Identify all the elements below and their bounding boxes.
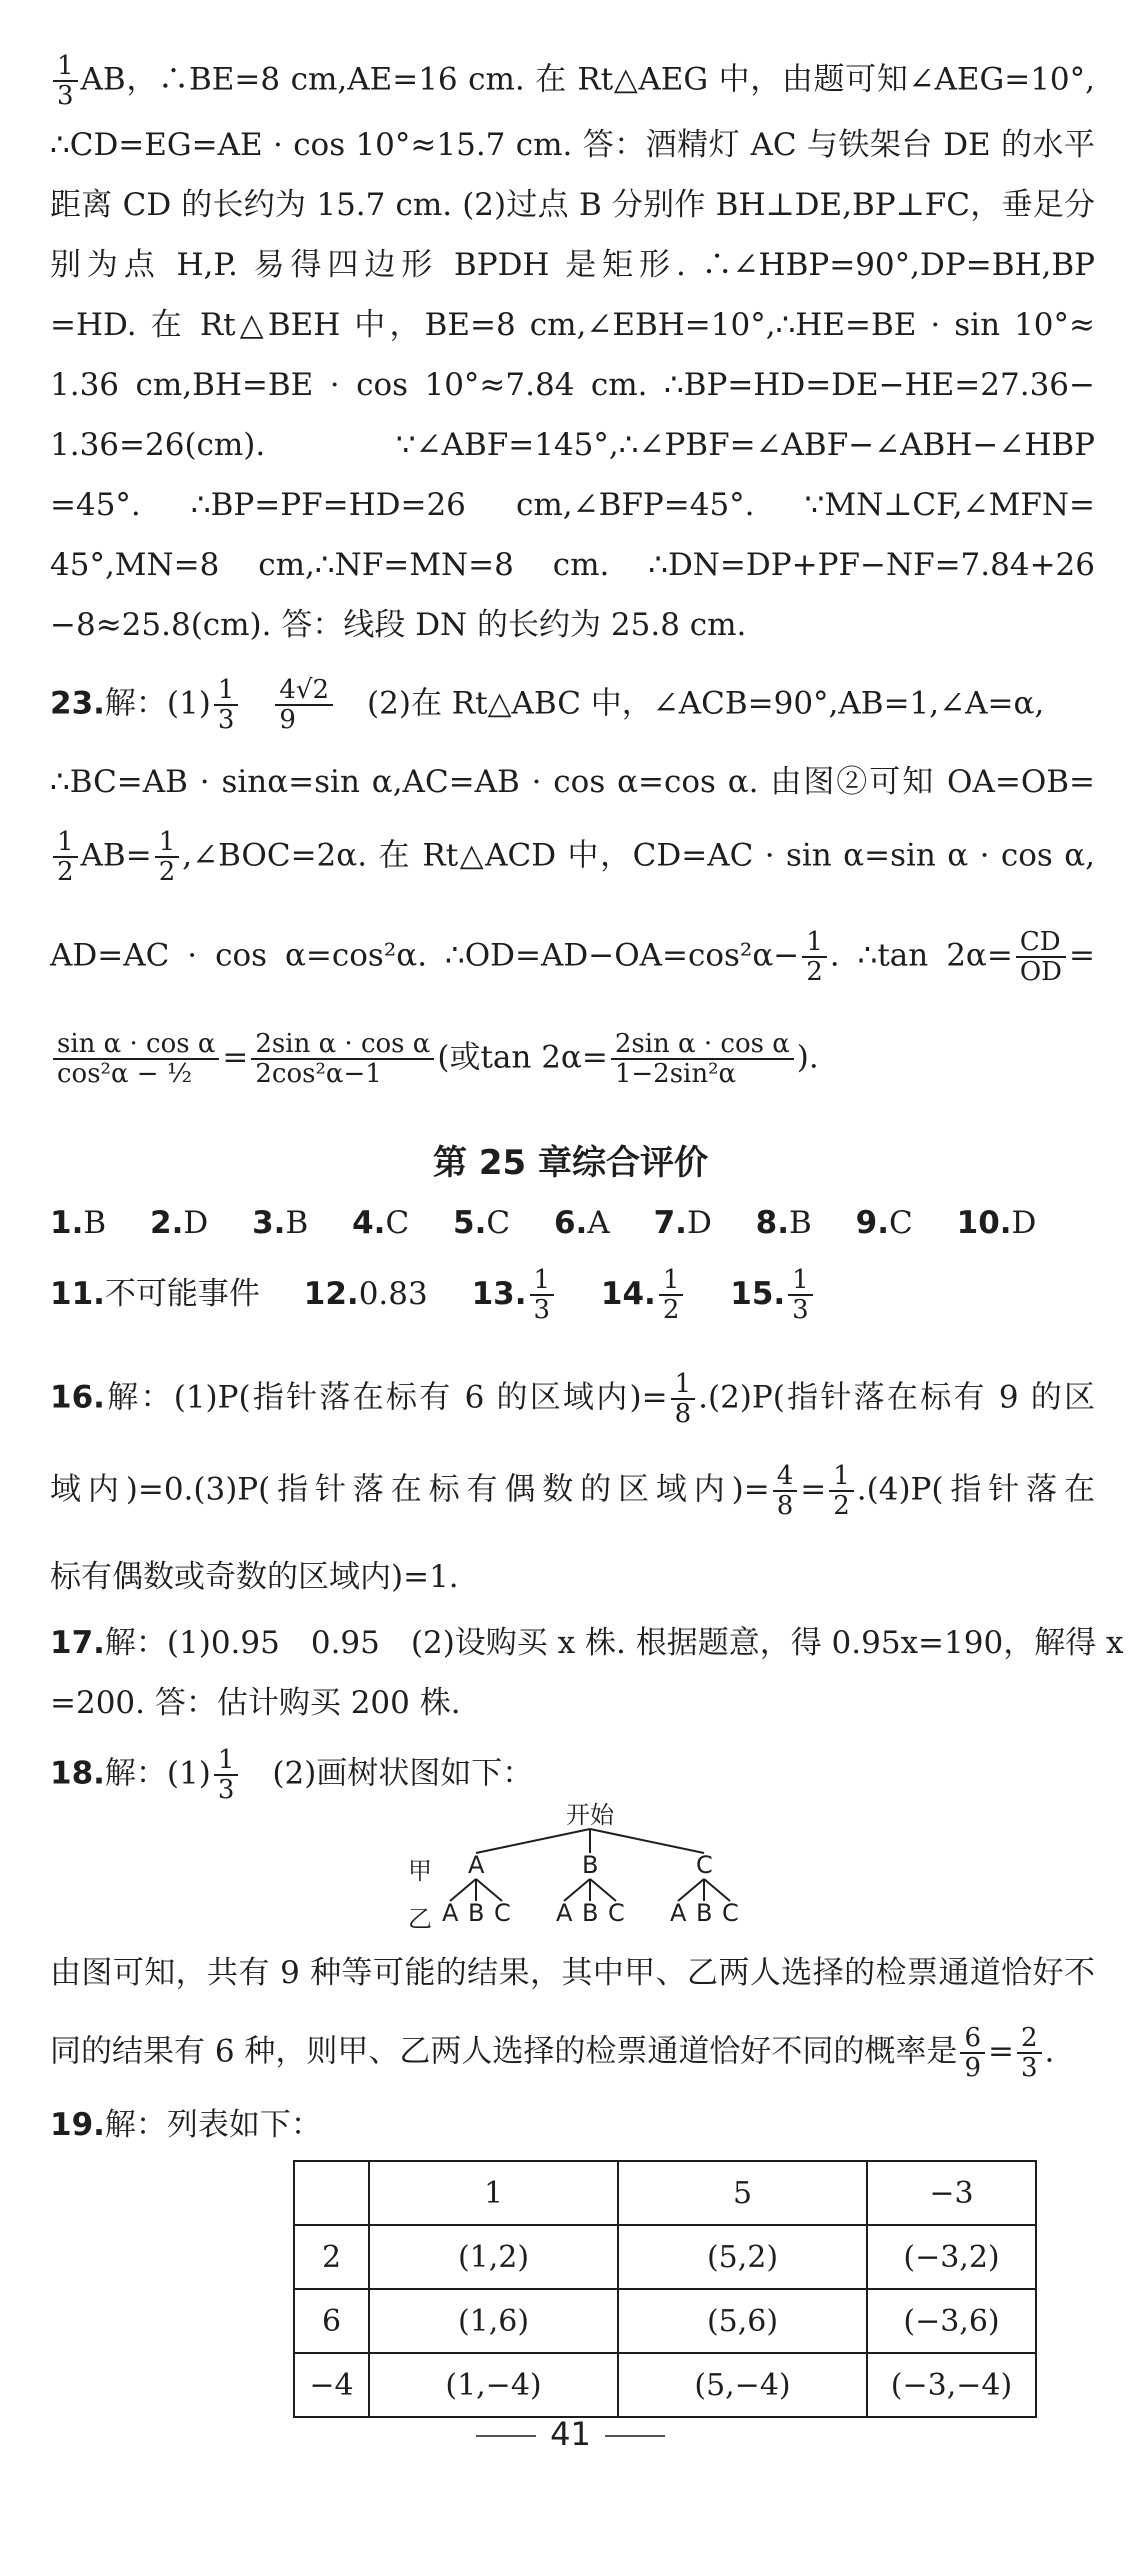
fraction: $\frac{1}{2}$ [802,928,827,986]
p22-line-10: −8≈25.8(cm). 答：线段 DN 的长约为 25.8 cm. [50,607,747,643]
mc-answer: 8.B [755,1205,812,1241]
fraction: $\frac{\text{2sin α · cos α}}{\text{1−2sin²α}}$ [611,1030,794,1088]
fraction: $\frac{1}{2}$ [659,1266,684,1324]
p18-line-1: 18.解：(1) $\frac{1}{3}$ (2)画树状图如下： [50,1745,534,1805]
table-cell: (−3,2) [867,2225,1036,2289]
table-row [294,2161,1036,2225]
p17-line-2: =200. 答：估计购买 200 株. [50,1685,461,1721]
mc-answer: 3.B [252,1205,309,1241]
table-row-header: −4 [294,2353,369,2417]
tree-leaf: A [670,1899,687,1927]
table-row [294,2289,1036,2353]
tree-leaf: C [494,1899,511,1927]
mc-answer: 10.D [956,1205,1037,1241]
table-cell: (1,2) [369,2225,618,2289]
mc-answers [50,1196,1070,1250]
mc-answer: 5.C [453,1205,511,1241]
tree-leaf: C [608,1899,625,1927]
p22-line-9: 45°,MN=8 cm,∴NF=MN=8 cm. ∴DN=DP+PF−NF=7.84+26 [50,547,1095,583]
tree-row-label: 甲 [408,1857,432,1885]
tree-leaf: A [556,1899,573,1927]
table-cell: (5,2) [618,2225,867,2289]
p18-line-2: 由图可知，共有 9 种等可能的结果，其中甲、乙两人选择的检票通道恰好不 [50,1955,1095,1991]
mc-answer: 4.C [352,1205,410,1241]
table-row [294,2225,1036,2289]
fraction: $\frac{CD}{OD}$ [1016,928,1066,986]
p23-line-2: ∴BC=AB · sinα=sin α,AC=AB · cos α=cos α. 由图②可知 OA=OB= [50,764,1095,800]
tree-root: 开始 [566,1801,614,1829]
tree-node: A [468,1851,485,1879]
fraction: $\frac{\text{sin α · cos α}}{\text{cos²α − ½}}$ [53,1030,219,1088]
tree-node: C [696,1851,713,1879]
mc-answer: 2.D [150,1205,209,1241]
table-header-cell: 1 [369,2161,618,2225]
outcome-table [293,2160,1037,2418]
fraction: $\frac{1}{3}$ [53,52,78,110]
table-row [294,2353,1036,2417]
question-number: 16. [50,1379,105,1416]
fraction: $\frac{1}{3}$ [788,1266,813,1324]
p22-line-2: ∴CD=EG=AE · cos 10°≈15.7 cm. 答：酒精灯 AC 与铁架台 DE 的水平 [50,127,1095,163]
p22-line-5: =HD. 在 Rt△BEH 中，BE=8 cm,∠EBH=10°,∴HE=BE · sin 10°≈ [50,307,1095,343]
fraction: $\frac{1}{2}$ [829,1462,854,1520]
p22-line-4: 别为点 H,P. 易得四边形 BPDH 是矩形. ∴∠HBP=90°,DP=BH,BP [50,247,1095,283]
tree-leaf: C [722,1899,739,1927]
mc-answer: 9.C [855,1205,913,1241]
tree-leaf: B [582,1899,599,1927]
tree-leaf: B [696,1899,713,1927]
table-cell: (5,6) [618,2289,867,2353]
p23-line-5: $\frac{\text{sin α · cos α}}{\text{cos²α − ½}}$ = $\frac{\text{2sin α · cos α}}{\text{2cos²α−1}}$ (或tan 2α= $\frac{\text{2sin α · cos α}}{\text{1−2sin²α}}$ ). [50,1030,1095,1088]
fraction: $\frac{2}{3}$ [1017,2024,1042,2082]
mc-answer: 1.B [50,1205,107,1241]
question-number: 19. [50,2107,105,2143]
fraction: $\frac{\text{2sin α · cos α}}{\text{2cos²α−1}}$ [251,1030,434,1088]
p18-line-3: 同的结果有 6 种，则甲、乙两人选择的检票通道恰好不同的概率是 $\frac{6}{9}$ = $\frac{2}{3}$ . [50,2023,1055,2083]
fraction: $\frac{1}{3}$ [214,1746,239,1804]
mc-answer: 7.D [653,1205,712,1241]
p23-line-3: $\frac{1}{2}$ AB= $\frac{1}{2}$ ,∠BOC=2α. 在 Rt△ACD 中，CD=AC · sin α=sin α · cos α, [50,828,1095,886]
table-header-cell: 5 [618,2161,867,2225]
p22-line-3: 距离 CD 的长约为 15.7 cm. (2)过点 B 分别作 BH⊥DE,BP⊥FC，垂足分 [50,187,1095,223]
fraction: $\frac{4√2}{9}$ [275,676,333,734]
p22-line-8: =45°. ∴BP=PF=HD=26 cm,∠BFP=45°. ∵MN⊥CF,∠MFN= [50,487,1095,523]
p16-line-1: 16.解：(1)P(指针落在标有 6 的区域内)= $\frac{1}{8}$ .(2)P(指针落在标有 9 的区 [50,1369,1095,1429]
p16-line-2: 域内)=0.(3)P(指针落在标有偶数的区域内)= $\frac{4}{8}$ = $\frac{1}{2}$ .(4)P(指针落在 [50,1461,1095,1521]
table-cell [294,2161,369,2225]
fill-answer: 13. $\frac{1}{3}$ [472,1276,557,1312]
tree-leaf: A [442,1899,459,1927]
table-cell: (5,−4) [618,2353,867,2417]
p22-line-1: $\frac{1}{3}$ AB，∴BE=8 cm,AE=16 cm. 在 Rt△AEG 中，由题可知∠AEG=10°, [50,52,1095,110]
page-number: 41 [0,2415,1141,2453]
p23-line-4: AD=AC · cos α=cos²α. ∴OD=AD−OA=cos²α− $\frac{1}{2}$ . ∴tan 2α= $\frac{CD}{OD}$ = [50,927,1095,987]
fraction: $\frac{1}{3}$ [530,1266,555,1324]
table-row-header: 2 [294,2225,369,2289]
question-number: 17. [50,1625,105,1661]
table-cell: (−3,6) [867,2289,1036,2353]
chapter-heading: 第 25 章综合评价 [433,1143,708,1183]
fraction: $\frac{6}{9}$ [960,2024,985,2082]
table-row-header: 6 [294,2289,369,2353]
p16-line-3: 标有偶数或奇数的区域内)=1. [50,1559,459,1595]
tree-row-label: 乙 [408,1905,432,1933]
fraction: $\frac{1}{2}$ [53,828,78,886]
tree-leaf: B [468,1899,485,1927]
fill-answer: 12.0.83 [303,1275,428,1312]
fill-answer: 11.不可能事件 [50,1275,260,1312]
table-cell: (1,6) [369,2289,618,2353]
fraction: $\frac{1}{2}$ [155,828,180,886]
mc-answer: 6.A [553,1205,610,1241]
tree-diagram [400,1795,740,1933]
fraction: $\frac{4}{8}$ [773,1462,798,1520]
table-cell: (1,−4) [369,2353,618,2417]
fraction: $\frac{1}{3}$ [214,676,239,734]
p22-line-7: 1.36=26(cm). ∵∠ABF=145°,∴∠PBF=∠ABF−∠ABH−∠HBP [50,427,1095,463]
fill-answers [50,1266,850,1324]
fill-answer: 15. $\frac{1}{3}$ [730,1276,815,1312]
question-number: 18. [50,1755,105,1792]
table-header-cell: −3 [867,2161,1036,2225]
p23-line-1: 23.解：(1) $\frac{1}{3}$ $\frac{4√2}{9}$ (2)在 Rt△ABC 中，∠ACB=90°,AB=1,∠A=α, [50,675,1045,735]
fill-answer: 14. $\frac{1}{2}$ [601,1276,686,1312]
fraction: $\frac{1}{8}$ [671,1370,696,1428]
table-cell: (−3,−4) [867,2353,1036,2417]
tree-node: B [582,1851,599,1879]
p19-line-1: 19.解：列表如下： [50,2107,322,2143]
question-number: 23. [50,685,105,722]
p22-line-6: 1.36 cm,BH=BE · cos 10°≈7.84 cm. ∴BP=HD=DE−HE=27.36− [50,367,1095,403]
p17-line-1: 17.解：(1)0.95 0.95 (2)设购买 x 株. 根据题意，得 0.95x=190，解得 x [50,1625,1124,1661]
